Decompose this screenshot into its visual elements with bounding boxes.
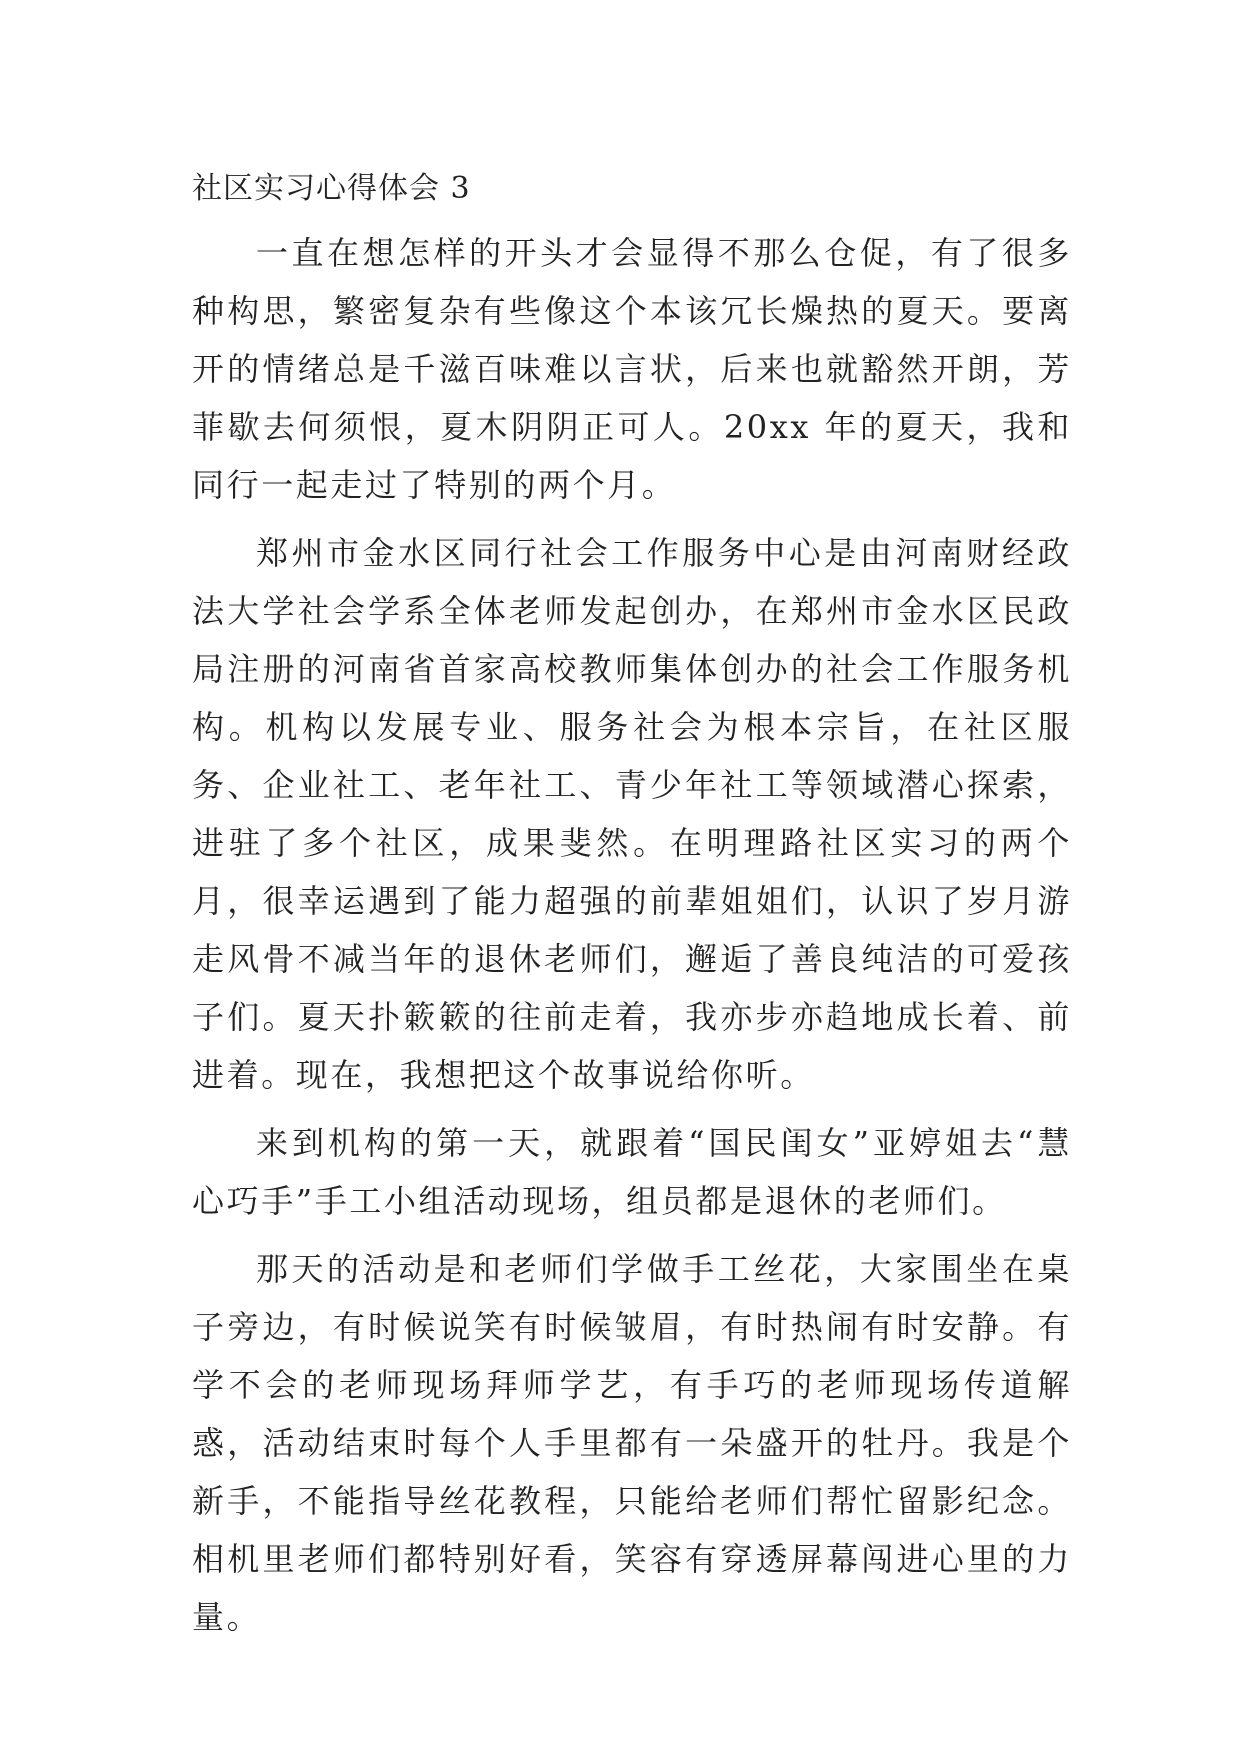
paragraph-1: 一直在想怎样的开头才会显得不那么仓促，有了很多种构思，繁密复杂有些像这个本该冗长燥热的夏天。要离开的情绪总是千滋百味难以言状，后来也就豁然开朗，芳菲歇去何须恨，夏木阴阴正可人。20xx 年的夏天，我和同行一起走过了特别的两个月。 — [192, 234, 1072, 504]
paragraph-3: 来到机构的第一天，就跟着“国民闺女”亚婷姐去“慧心巧手”手工小组活动现场，组员都是退休的老师们。 — [192, 1124, 1072, 1220]
paragraph-4: 那天的活动是和老师们学做手工丝花，大家围坐在桌子旁边，有时候说笑有时候皱眉，有时热闹有时安静。有学不会的老师现场拜师学艺，有手巧的老师现场传道解惑，活动结束时每个人手里都有一朵盛开的牡丹。我是个新手，不能指导丝花教程，只能给老师们帮忙留影纪念。相机里老师们都特别好看，笑容有穿透屏幕闯进心里的力量。 — [192, 1250, 1072, 1636]
paragraph-2: 郑州市金水区同行社会工作服务中心是由河南财经政法大学社会学系全体老师发起创办，在郑州市金水区民政局注册的河南省首家高校教师集体创办的社会工作服务机构。机构以发展专业、服务社会为根本宗旨，在社区服务、企业社工、老年社工、青少年社工等领域潜心探索，进驻了多个社区，成果斐然。在明理路社区实习的两个月，很幸运遇到了能力超强的前辈姐姐们，认识了岁月游走风骨不减当年的退休老师们，邂逅了善良纯洁的可爱孩子们。夏天扑簌簌的往前走着，我亦步亦趋地成长着、前进着。现在，我想把这个故事说给你听。 — [192, 534, 1072, 1094]
document-title: 社区实习心得体会 3 — [192, 171, 471, 206]
document-body — [192, 160, 1072, 1646]
